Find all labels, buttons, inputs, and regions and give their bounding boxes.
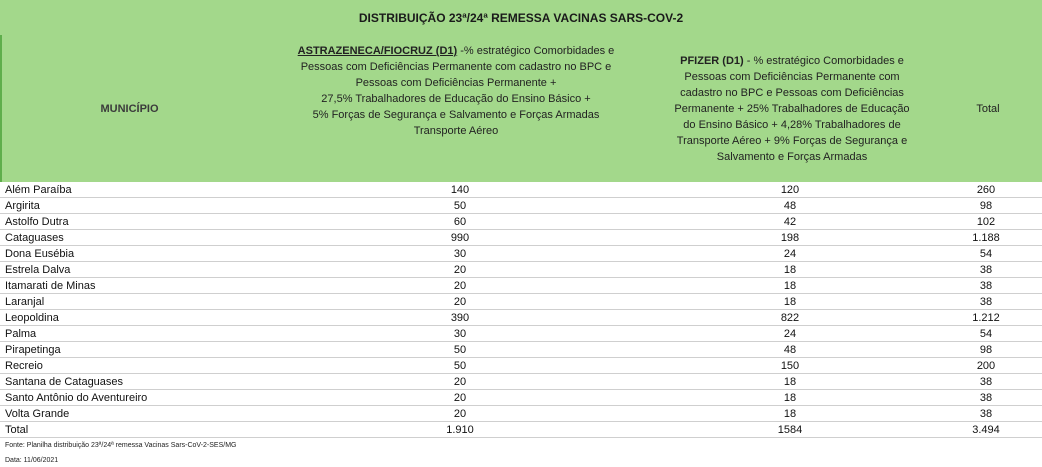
cell-municipio: Laranjal: [5, 296, 45, 308]
table-row: [0, 230, 1042, 246]
cell-pfizer: 18: [783, 296, 797, 308]
totals-astra: 1.910: [446, 424, 474, 436]
cell-total: 98: [979, 344, 993, 356]
table-row: [0, 342, 1042, 358]
date-note: Data: 11/06/2021: [5, 457, 59, 464]
cell-astra: 30: [453, 248, 467, 260]
pfizer-line-1: [642, 53, 942, 69]
totals-pfizer: 1584: [777, 424, 803, 436]
cell-astra: 990: [450, 232, 470, 244]
cell-pfizer: 18: [783, 376, 797, 388]
table-row: [0, 198, 1042, 214]
cell-total: 260: [976, 184, 996, 196]
cell-pfizer: 42: [783, 216, 797, 228]
table-row: [0, 182, 1042, 198]
cell-astra: 60: [453, 216, 467, 228]
cell-astra: 20: [453, 264, 467, 276]
cell-pfizer: 198: [780, 232, 800, 244]
cell-pfizer: 150: [780, 360, 800, 372]
cell-astra: 50: [453, 344, 467, 356]
table-header: [0, 35, 1042, 182]
sheet-title: DISTRIBUIÇÃO 23ª/24ª REMESSA VACINAS SARS-COV-2: [0, 0, 1042, 35]
cell-municipio: Cataguases: [5, 232, 64, 244]
header-municipio: MUNICÍPIO: [100, 102, 159, 115]
astra-line-6: Transporte Aéreo: [413, 125, 499, 137]
cell-municipio: Astolfo Dutra: [5, 216, 69, 228]
table-row: [0, 326, 1042, 342]
cell-municipio: Itamarati de Minas: [5, 280, 96, 292]
cell-pfizer: 18: [783, 280, 797, 292]
table-row: [0, 406, 1042, 422]
cell-total: 102: [976, 216, 996, 228]
table-row: [0, 278, 1042, 294]
cell-astra: 20: [453, 408, 467, 420]
astra-line1-text: -% estratégico Comorbidades e: [457, 45, 615, 57]
cell-total: 38: [979, 408, 993, 420]
table-row: [0, 294, 1042, 310]
cell-municipio: Pirapetinga: [5, 344, 61, 356]
table-row: [0, 310, 1042, 326]
pfizer-line-5: do Ensino Básico + 4,28% Trabalhadores de: [683, 119, 901, 131]
cell-total: 38: [979, 280, 993, 292]
cell-astra: 390: [450, 312, 470, 324]
cell-astra: 20: [453, 280, 467, 292]
cell-municipio: Leopoldina: [5, 312, 59, 324]
cell-municipio: Dona Eusébia: [5, 248, 75, 260]
cell-pfizer: 24: [783, 328, 797, 340]
cell-total: 38: [979, 264, 993, 276]
cell-municipio: Palma: [5, 328, 37, 340]
cell-total: 38: [979, 296, 993, 308]
cell-astra: 20: [453, 296, 467, 308]
table-row: [0, 262, 1042, 278]
cell-pfizer: 120: [780, 184, 800, 196]
astra-line-2: Pessoas com Deficiências Permanente com cadastro no BPC e: [300, 61, 612, 73]
table-row: [0, 246, 1042, 262]
cell-total: 38: [979, 376, 993, 388]
table-row: [0, 214, 1042, 230]
table-row: [0, 374, 1042, 390]
cell-municipio: Recreio: [5, 360, 43, 372]
cell-municipio: Estrela Dalva: [5, 264, 71, 276]
cell-astra: 50: [453, 200, 467, 212]
cell-municipio: Santo Antônio do Aventureiro: [5, 392, 148, 404]
table-body: [0, 182, 1042, 438]
pfizer-line1-text: - % estratégico Comorbidades e: [743, 55, 904, 67]
header-pfizer: [642, 53, 942, 165]
cell-total: 98: [979, 200, 993, 212]
cell-total: 200: [976, 360, 996, 372]
pfizer-line-2: Pessoas com Deficiências Permanente com: [684, 71, 900, 83]
astra-line-5: 5% Forças de Segurança e Salvamento e Forças Armadas: [312, 109, 600, 121]
cell-astra: 140: [450, 184, 470, 196]
cell-astra: 20: [453, 392, 467, 404]
cell-total: 54: [979, 328, 993, 340]
cell-total: 54: [979, 248, 993, 260]
pfizer-line-7: Salvamento e Forças Armadas: [716, 151, 868, 163]
astra-line-1: [270, 43, 642, 59]
cell-pfizer: 48: [783, 200, 797, 212]
table-row: [0, 390, 1042, 406]
cell-astra: 20: [453, 376, 467, 388]
astra-line-3: Pessoas com Deficiências Permanente +: [355, 77, 557, 89]
cell-astra: 30: [453, 328, 467, 340]
cell-municipio: Além Paraíba: [5, 184, 72, 196]
pfizer-line-4: Permanente + 25% Trabalhadores de Educação: [674, 103, 910, 115]
astra-name: ASTRAZENECA/FIOCRUZ (D1): [297, 45, 458, 57]
pfizer-line-3: cadastro no BPC e Pessoas com Deficiências: [680, 87, 904, 99]
cell-total: 38: [979, 392, 993, 404]
pfizer-name: PFIZER (D1): [680, 55, 744, 67]
totals-total: 3.494: [972, 424, 1000, 436]
cell-pfizer: 18: [783, 264, 797, 276]
totals-row: [0, 422, 1042, 438]
cell-municipio: Volta Grande: [5, 408, 70, 420]
cell-pfizer: 24: [783, 248, 797, 260]
totals-label: Total: [5, 424, 29, 436]
table-row: [0, 358, 1042, 374]
cell-municipio: Santana de Cataguases: [5, 376, 124, 388]
astra-line-4: 27,5% Trabalhadores de Educação do Ensino Básico +: [321, 93, 591, 105]
pfizer-line-6: Transporte Aéreo + 9% Forças de Segurança e: [676, 135, 908, 147]
cell-municipio: Argirita: [5, 200, 40, 212]
cell-pfizer: 18: [783, 392, 797, 404]
cell-pfizer: 48: [783, 344, 797, 356]
header-total: Total: [976, 102, 1000, 115]
cell-pfizer: 18: [783, 408, 797, 420]
header-astrazeneca: [270, 43, 642, 139]
cell-pfizer: 822: [780, 312, 800, 324]
cell-total: 1.212: [972, 312, 1000, 324]
source-note: Fonte: Planilha distribuição 23ª/24ª remessa Vacinas Sars-CoV-2-SES/MG: [5, 442, 237, 449]
cell-total: 1.188: [972, 232, 1000, 244]
cell-astra: 50: [453, 360, 467, 372]
